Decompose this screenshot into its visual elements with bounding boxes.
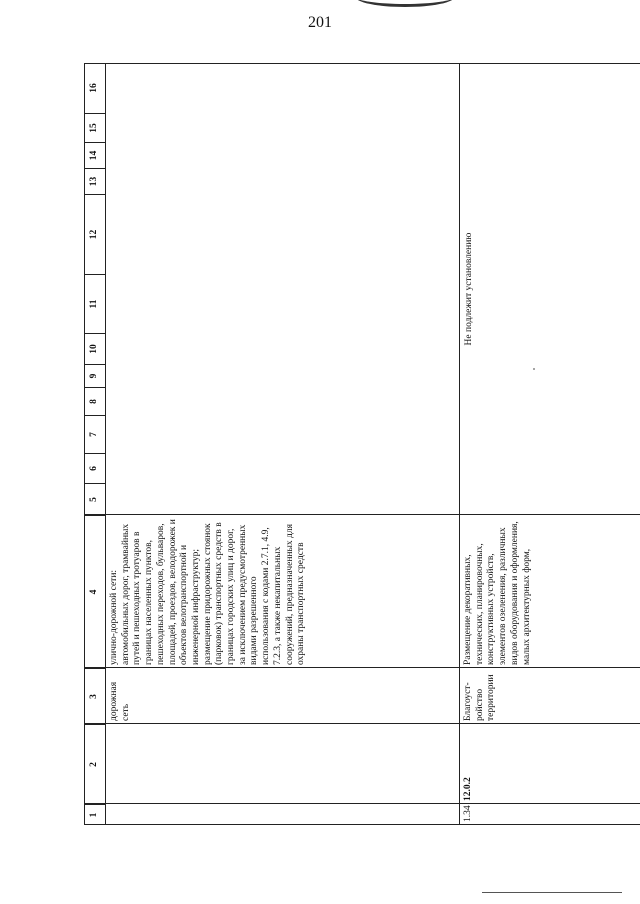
header-col-8: 8 bbox=[84, 387, 105, 415]
col-divider bbox=[84, 514, 640, 515]
col-divider bbox=[84, 803, 640, 804]
bottom-rule bbox=[482, 892, 622, 893]
header-col-12: 12 bbox=[84, 194, 105, 274]
road-network-name-cell: дорожная сеть bbox=[109, 681, 131, 721]
header-col-4: 4 bbox=[84, 515, 105, 668]
row-number-cell: 1.34 bbox=[463, 805, 473, 822]
header-col-3: 3 bbox=[84, 668, 105, 724]
rotated-table bbox=[84, 63, 640, 825]
header-col-14: 14 bbox=[84, 142, 105, 168]
page-number: 201 bbox=[308, 14, 332, 31]
table-frame bbox=[84, 63, 640, 825]
header-divider bbox=[105, 63, 106, 825]
header-col-11: 11 bbox=[84, 274, 105, 333]
landscaping-description-cell: Размещение декоративных, технических, планировочных, конструктивных устройств, элементов озеленения, различных видов оборудования и оформления, малых архитектурных форм, bbox=[463, 521, 532, 665]
code-cell: 12.0.2 bbox=[463, 777, 473, 801]
not-subject-to-establishment-text: Не подлежит установлению bbox=[464, 232, 474, 346]
header-col-16: 16 bbox=[89, 83, 99, 93]
header-col-13: 13 bbox=[84, 168, 105, 194]
road-network-description-cell: улично-дорожной сети: автомобильных дорог, трамвайных путей и пешеходных тротуаров в границах населенных пунктов, пешеходных переходов, бульваров, площадей, проездов, велодорожек и объектов велотранспортной и инженерной инфраструктур; размещение придорожных стоянок (парковок) транспортных средств в границах городских улиц и дорог, за исключением предусмотренных видами разрешенного использования с кодами 2.7.1, 4.9, 7.2.3, а также некапитальных сооружений, предназначенных для охраны транспортных средств bbox=[109, 519, 307, 665]
header-col-1: 1 bbox=[84, 804, 105, 825]
binding-arc bbox=[355, 0, 455, 7]
header-col-6: 6 bbox=[84, 453, 105, 483]
header-col-9: 9 bbox=[84, 364, 105, 387]
col-divider bbox=[84, 723, 640, 724]
header-col-7: 7 bbox=[84, 415, 105, 453]
header-col-2: 2 bbox=[84, 724, 105, 804]
row-divider bbox=[459, 63, 460, 825]
header-col-15: 15 bbox=[84, 113, 105, 142]
header-col-10: 10 bbox=[84, 333, 105, 364]
landscaping-name-cell: Благоуст-ройство территории bbox=[463, 674, 497, 721]
speck bbox=[533, 368, 535, 370]
header-col-5: 5 bbox=[84, 483, 105, 515]
